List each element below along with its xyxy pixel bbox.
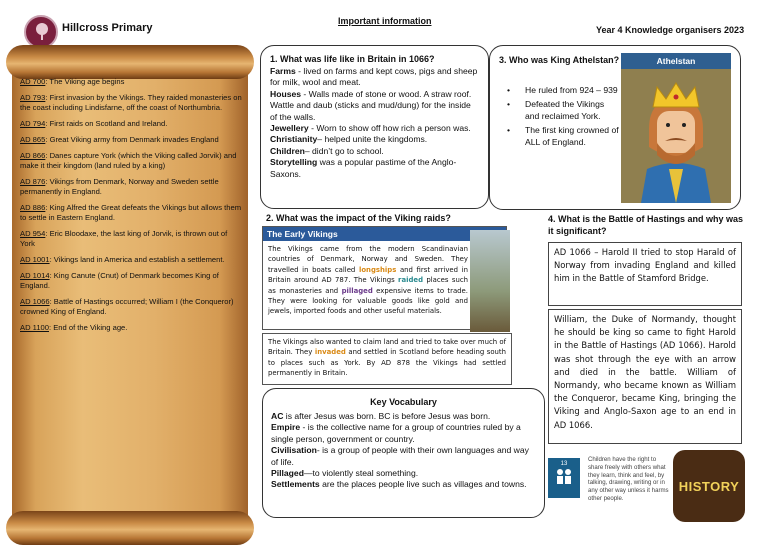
life-item: Christianity– helped unite the kingdoms.	[270, 134, 428, 145]
vocabulary-item: Pillaged—to violently steal something.	[271, 468, 419, 479]
athelstan-section-title: 3. Who was King Athelstan?	[499, 55, 620, 65]
early-vikings-header: The Early Vikings	[263, 227, 506, 241]
king-illustration	[621, 69, 731, 203]
list-item: • The first king crowned of ALL of England.	[499, 125, 619, 148]
life-item: Storytelling was a popular pastime of the Anglo-Saxons.	[270, 157, 457, 179]
life-in-britain-panel	[260, 45, 489, 209]
vocabulary-item: AC is after Jesus was born. BC is before Jesus was born.	[271, 411, 491, 421]
timeline-event: AD 886: King Alfred the Great defeats the Vikings but allows them to settle in Eastern England.	[20, 203, 242, 222]
portrait-label: Athelstan	[621, 53, 731, 69]
impact-section-title: 2. What was the impact of the Viking raids?	[266, 213, 451, 223]
athelstan-portrait	[621, 53, 731, 203]
scroll-top-roll	[6, 45, 254, 79]
history-hourglass-icon	[673, 450, 745, 522]
early-vikings-text: The Vikings came from the modern Scandinavian countries of Denmark, Norway and Sweden. They travelled in boats called longships and first arrived in Britain around AD 787. The Vikings raided places such as monasteries and pillaged expensive items to trade. They were looking for valuable goods like gold and jewels, imported foods and other useful materials.	[268, 245, 468, 316]
rights-article-badge	[548, 458, 580, 498]
list-item: • He ruled from 924 – 939	[499, 85, 619, 96]
vocabulary-item: Empire - is the collective name for a group of countries ruled by a single person, government or country.	[271, 422, 521, 444]
viking-settlement-box: The Vikings also wanted to claim land and tried to take over much of Britain. They invaded and settled in Scotland before heading south to places such as York. By AD 878 the Vikings had settled permanently in Britain.	[262, 333, 512, 385]
list-item: • Defeated the Vikings and reclaimed York.	[499, 99, 619, 122]
life-item: Houses - Walls made of stone or wood. A straw roof. Wattle and daub (sticks and mud/dung) for the inside of the walls.	[270, 88, 472, 122]
timeline-event: AD 700: The Viking age begins	[20, 77, 125, 86]
timeline-event: AD 954: Eric Bloodaxe, the last king of Jorvik, is thrown out of York	[20, 229, 228, 248]
important-information-heading: Important information	[338, 16, 432, 26]
timeline-event: AD 1066: Battle of Hastings occurred; William I (the Conqueror) crowned King of England.	[20, 297, 234, 316]
vocabulary-item: Civilisation- is a group of people with their own languages and way of life.	[271, 445, 529, 467]
life-item: Farms - lived on farms and kept cows, pigs and sheep for milk, wool and meat.	[270, 66, 478, 88]
history-label: HISTORY	[678, 478, 740, 494]
stamford-bridge-box: AD 1066 – Harold II tried to stop Harald of Norway from invading England and killed him in the Battle of Stamford Bridge.	[548, 242, 742, 306]
scroll-bottom-roll	[6, 511, 254, 545]
longship-picture	[470, 230, 510, 332]
timeline-event: AD 865: Great Viking army from Denmark invades England	[20, 135, 219, 144]
timeline-events	[20, 77, 242, 339]
key-vocabulary-panel	[262, 388, 545, 518]
battle-of-hastings-box: William, the Duke of Normandy, thought he should be king so came to fight Harold in the Battle of Hastings (AD 1066). Harold was shot through the eye with an arrow and died in the battle. William of Normandy, who became known as William the Conqueror, became King, bringing the Viking and Anglo-Saxon age to an end in AD 1066.	[548, 309, 742, 444]
article-number: 13	[560, 461, 568, 467]
vocabulary-item: Settlements are the places people live such as villages and towns.	[271, 479, 527, 490]
timeline-event: AD 1014: King Canute (Cnut) of Denmark becomes King of England.	[20, 271, 219, 290]
rights-of-child-text: Children have the right to share freely with others what they learn, think and feel, by talking, drawing, writing or in any other way unless it harms other people.	[588, 456, 669, 502]
school-name: Hillcross Primary	[62, 22, 153, 34]
life-item: Jewellery - Worn to show off how rich a person was.	[270, 123, 471, 134]
life-section-title: 1. What was life like in Britain in 1066?	[270, 54, 435, 64]
knowledge-organiser-title: Year 4 Knowledge organisers 2023	[596, 25, 745, 35]
school-logo	[24, 15, 58, 49]
people-icon	[554, 467, 574, 485]
athelstan-facts	[499, 85, 619, 148]
timeline-event: AD 866: Danes capture York (which the Viking called Jorvik) and make it their kingdom (land ruled by a king)	[20, 151, 237, 170]
timeline-event: AD 793: First invasion by the Vikings. They raided monasteries on the coast including Lindisfarne, off the coast of Northumbria.	[20, 93, 242, 112]
life-item: Children– didn’t go to school.	[270, 145, 384, 156]
hastings-section-title: 4. What is the Battle of Hastings and why was it significant?	[548, 214, 744, 236]
tree-icon	[33, 22, 51, 42]
vocabulary-title: Key Vocabulary	[370, 397, 437, 407]
timeline-event: AD 794: First raids on Scotland and Ireland.	[20, 119, 168, 128]
timeline-event: AD 876: Vikings from Denmark, Norway and Sweden settle permanently in England.	[20, 177, 219, 196]
timeline-event: AD 1001: Vikings land in America and establish a settlement.	[20, 255, 225, 264]
timeline-event: AD 1100: End of the Viking age.	[20, 323, 128, 332]
